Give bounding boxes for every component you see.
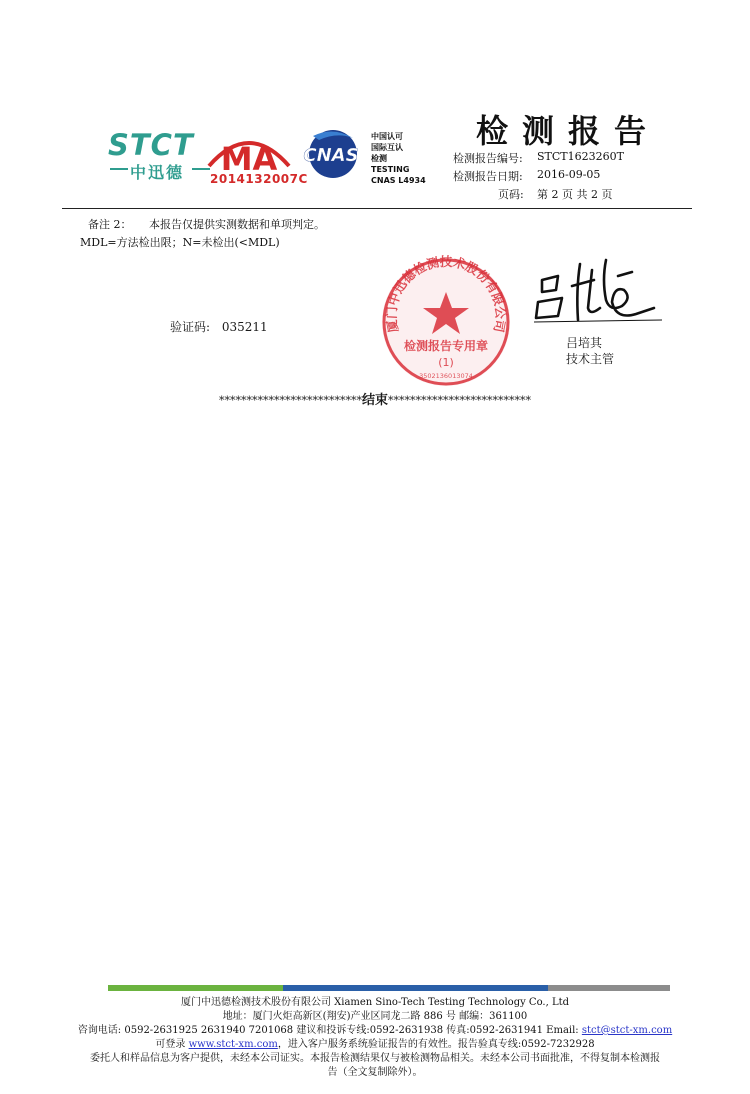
note-text: 本报告仅提供实测数据和单项判定。	[149, 218, 325, 231]
footer-login-suffix: ，进入客户服务系统验证报告的有效性。报告验真专线:0592-7232928	[277, 1039, 595, 1050]
footer-color-bar	[108, 985, 670, 991]
footer-contact-text: 咨询电话: 0592-2631925 2631940 7201068 建议和投诉专线:0592-2631938 传真:0592-2631941 Email:	[77, 1025, 582, 1036]
signer-title: 技术主管	[566, 352, 615, 366]
cnas-logo	[293, 128, 365, 180]
stct-logo	[108, 128, 194, 183]
stamp-code: 3502136013074	[419, 372, 473, 380]
cnas-line: CNAS L4934	[371, 176, 426, 185]
report-date-label: 检测报告日期:	[453, 170, 523, 183]
note-label: 备注 2：	[88, 218, 132, 231]
report-number-label: 检测报告编号:	[453, 152, 523, 165]
end-stars-left: **************************	[218, 394, 362, 407]
footer-disclaimer-1: 委托人和样品信息为客户提供，未经本公司证实。本报告检测结果仅与被检测物品相关。未经本公司书面批准，不得复制本检测报	[90, 1053, 660, 1064]
footer-address: 地址：厦门火炬高新区(翔安)产业区同龙二路 886 号 邮编：361100	[222, 1011, 528, 1022]
cnas-line: 中国认可	[371, 132, 403, 141]
report-date: 2016-09-05	[537, 168, 601, 181]
report-number: STCT1623260T	[537, 150, 624, 163]
signature-image	[528, 250, 668, 332]
cnas-accreditation-text	[371, 131, 426, 186]
signer-name: 吕培其	[566, 336, 603, 350]
stamp-inner-text: 检测报告专用章	[403, 339, 489, 353]
footer-login-prefix: 可登录	[155, 1039, 189, 1050]
footer-login	[0, 1038, 750, 1051]
note-line-1	[88, 216, 325, 232]
footer-bar-green	[108, 985, 283, 991]
cma-logo	[205, 126, 293, 176]
verification-code: 035211	[221, 320, 268, 334]
footer-bar-blue	[283, 985, 548, 991]
footer-contact	[0, 1024, 750, 1037]
stamp-outer-text: 厦门中迅德检测技术股份有限公司	[383, 253, 509, 334]
verification-code-label: 验证码:	[170, 320, 211, 334]
end-stars-right: **************************	[388, 394, 531, 407]
stamp-number: (1)	[438, 356, 454, 369]
end-marker	[0, 389, 750, 408]
stct-logo-cn: 中迅德	[130, 163, 185, 182]
footer-email-link[interactable]: stct@stct-xm.com	[581, 1025, 673, 1036]
cma-code: 2014132007C	[210, 172, 308, 186]
stct-logo-rule-left	[110, 168, 128, 170]
cma-logo-text: MA	[220, 140, 278, 176]
cnas-line: 国际互认	[371, 143, 403, 152]
footer-disclaimer-2: 告（全文复制除外）。	[327, 1067, 423, 1078]
footer-bar-gray	[548, 985, 670, 991]
note-line-2: MDL=方法检出限；N=未检出(<MDL)	[80, 236, 280, 249]
end-text: 结束	[361, 393, 388, 408]
cnas-line: 检测	[371, 154, 387, 163]
footer-website-link[interactable]: www.stct-xm.com	[188, 1039, 278, 1050]
cnas-logo-text: CNAS	[303, 145, 359, 166]
cnas-line: TESTING	[371, 165, 410, 174]
stct-logo-text: STCT	[108, 128, 194, 162]
page-number-label: 页码:	[498, 188, 524, 201]
official-stamp	[376, 252, 516, 388]
verification-code-row	[170, 318, 268, 335]
page-number: 第 2 页 共 2 页	[537, 188, 613, 201]
report-title: 检测报告	[476, 112, 661, 150]
footer-company: 厦门中迅德检测技术股份有限公司 Xiamen Sino-Tech Testing Technology Co., Ltd	[180, 997, 570, 1008]
header-divider	[62, 208, 692, 209]
